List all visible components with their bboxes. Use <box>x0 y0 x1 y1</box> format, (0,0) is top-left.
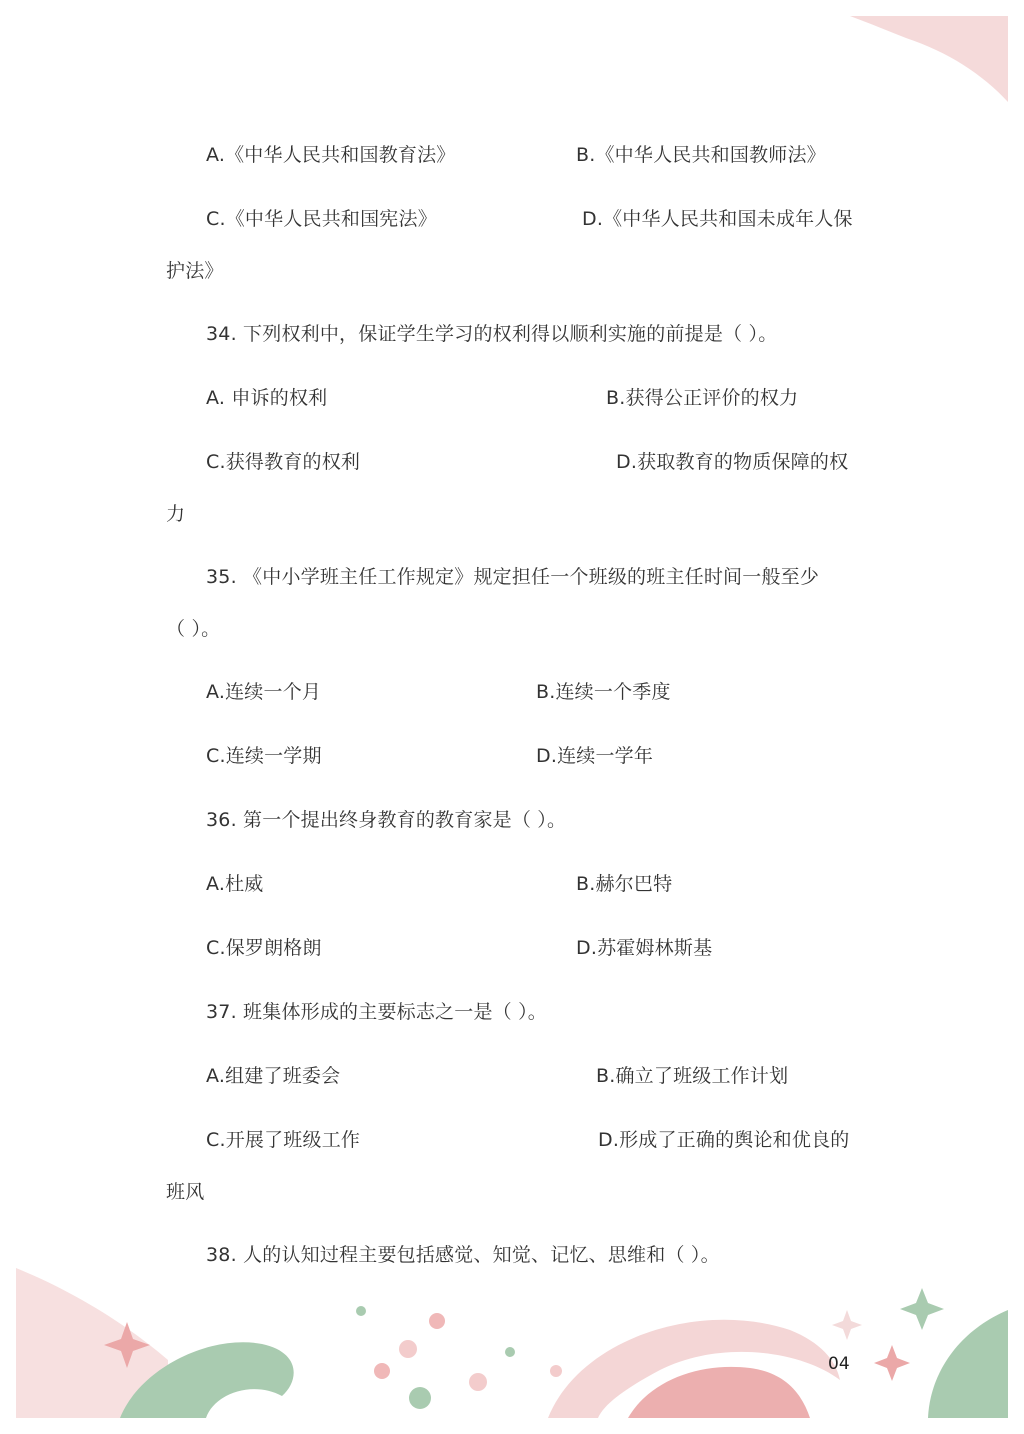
bottom-right-arcs <box>928 1310 1008 1418</box>
q35-option-b: B.连续一个季度 <box>536 681 671 703</box>
q33-option-d: D.《中华人民共和国未成年人保 <box>582 208 853 230</box>
q36-option-d: D.苏霍姆林斯基 <box>576 937 713 959</box>
q34-option-d: D.获取教育的物质保障的权 <box>616 451 849 473</box>
bottom-left-arcs <box>16 1268 294 1418</box>
q36-option-a: A.杜威 <box>206 873 264 895</box>
q33-option-b: B.《中华人民共和国教师法》 <box>576 144 826 166</box>
q34-option-d-continued: 力 <box>166 503 186 525</box>
q37-stem: 37. 班集体形成的主要标志之一是（ ）。 <box>206 1001 547 1023</box>
q35-option-c: C.连续一学期 <box>206 745 322 767</box>
q38-stem: 38. 人的认知过程主要包括感觉、知觉、记忆、思维和（ ）。 <box>206 1244 720 1266</box>
q34-option-c: C.获得教育的权利 <box>206 451 361 473</box>
q35-stem-continued: （ ）。 <box>166 618 221 640</box>
q36-option-c: C.保罗朗格朗 <box>206 937 322 959</box>
q33-option-a: A.《中华人民共和国教育法》 <box>206 144 456 166</box>
q33-option-c: C.《中华人民共和国宪法》 <box>206 208 437 230</box>
q34-option-b: B.获得公正评价的权力 <box>606 387 799 409</box>
bottom-center-arcs <box>548 1320 840 1418</box>
q34-option-a: A. 申诉的权利 <box>206 387 328 409</box>
q35-stem: 35. 《中小学班主任工作规定》规定担任一个班级的班主任时间一般至少 <box>206 566 820 588</box>
q37-option-c: C.开展了班级工作 <box>206 1129 361 1151</box>
q34-stem: 34. 下列权利中，保证学生学习的权利得以顺利实施的前提是（ ）。 <box>206 323 778 345</box>
q33-option-d-continued: 护法》 <box>166 260 224 282</box>
q37-option-b: B.确立了班级工作计划 <box>596 1065 789 1087</box>
top-right-pink-arc <box>850 16 1008 102</box>
q37-option-d-continued: 班风 <box>166 1181 205 1203</box>
q36-option-b: B.赫尔巴特 <box>576 873 673 895</box>
q37-option-d: D.形成了正确的舆论和优良的 <box>598 1129 850 1151</box>
q35-option-d: D.连续一学年 <box>536 745 654 767</box>
dots <box>356 1306 562 1409</box>
q35-option-a: A.连续一个月 <box>206 681 322 703</box>
q37-option-a: A.组建了班委会 <box>206 1065 341 1087</box>
page-number: 04 <box>828 1354 850 1374</box>
q36-stem: 36. 第一个提出终身教育的教育家是（ ）。 <box>206 809 567 831</box>
